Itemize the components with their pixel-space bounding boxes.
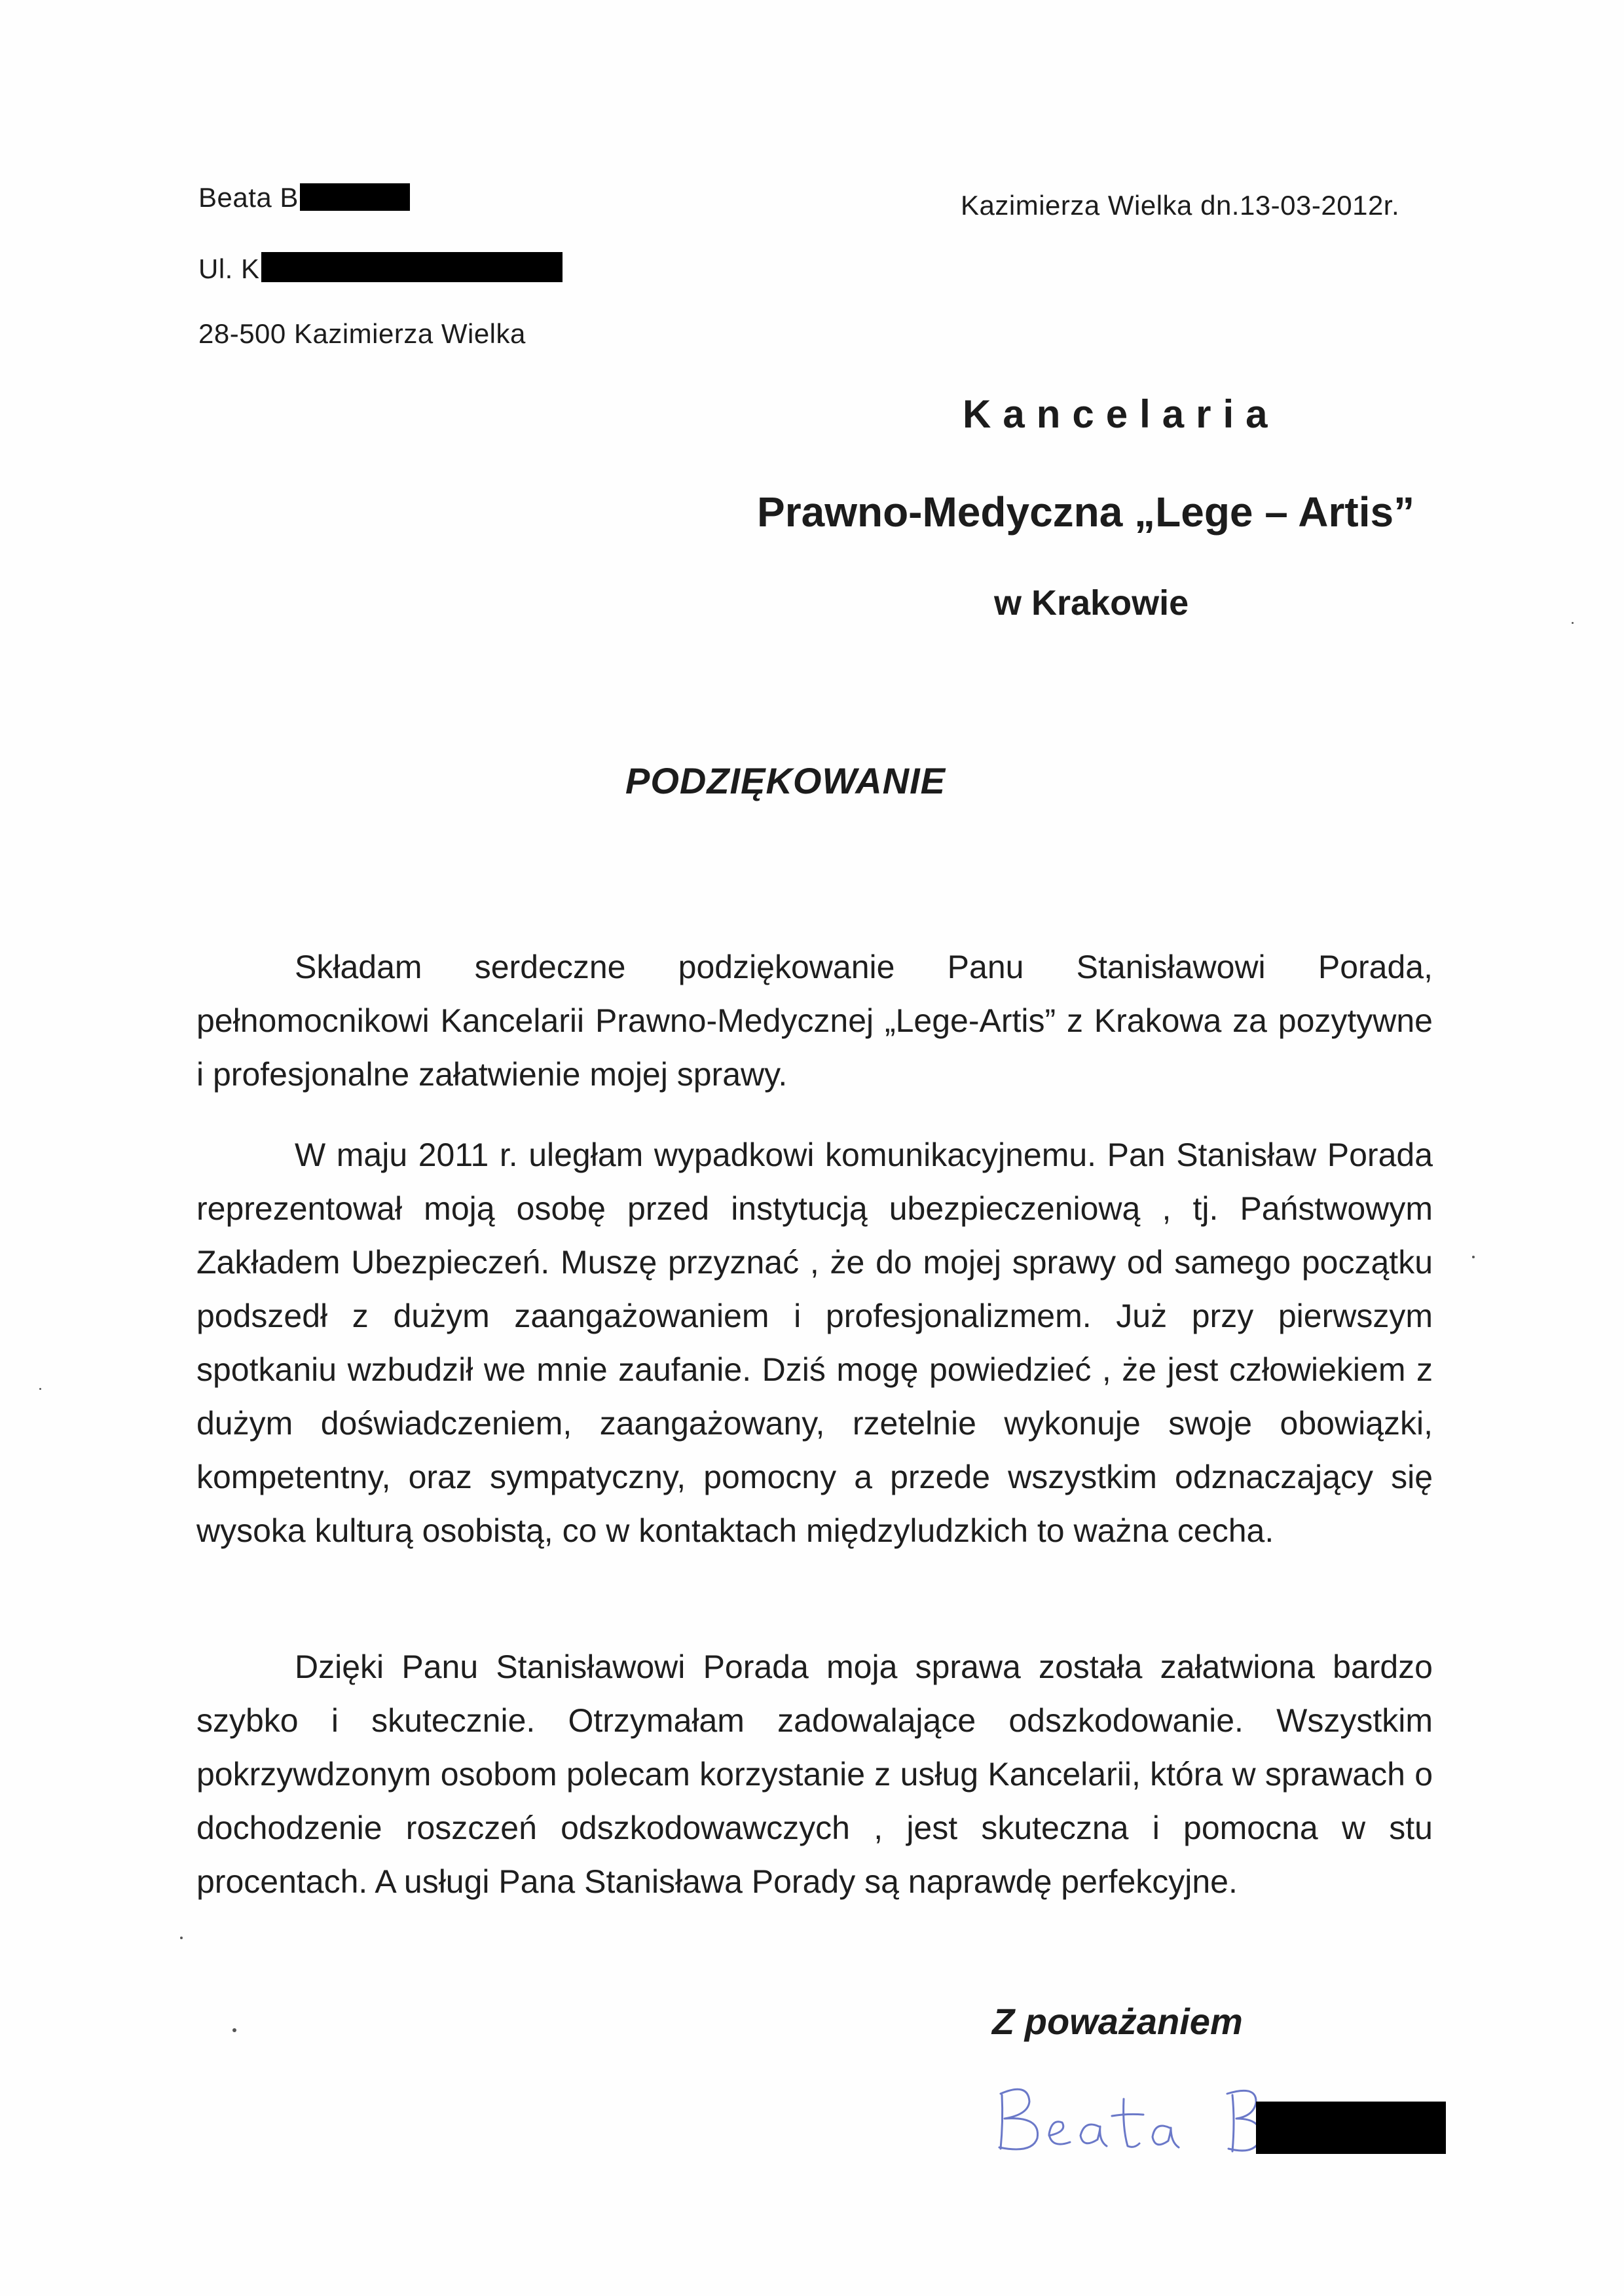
- sender-name-text: Beata B: [198, 182, 299, 213]
- sender-street: [198, 252, 563, 285]
- recipient-line-1: Kancelaria: [963, 392, 1280, 436]
- redaction-bar: [261, 252, 563, 282]
- closing-text: Z poważaniem: [992, 2001, 1243, 2042]
- scan-speck: [232, 2028, 236, 2032]
- paragraph-2: W maju 2011 r. uległam wypadkowi komunikacyjnemu. Pan Stanisław Porada reprezentował moją osobę przed instytucją ubezpieczeniową , tj. Państwowym Zakładem Ubezpieczeń. Muszę przyznać , że do mojej sprawy od samego początku podszedł z dużym zaangażowaniem i profesjonalizmem. Już przy pierwszym spotkaniu wzbudził we mnie zaufanie. Dziś mogę powiedzieć , że jest człowiekiem z dużym doświadczeniem, zaangażowany, rzetelnie wykonuje swoje obowiązki, kompetentny, oraz sympatyczny, pomocny a przede wszystkim odznaczający się wysoka kulturą osobistą, co w kontaktach międzyludzkich to ważna cecha.: [196, 1137, 1433, 1549]
- sender-street-text: Ul. K: [198, 253, 260, 284]
- recipient-line-3: w Krakowie: [994, 583, 1189, 623]
- sender-postal-city: 28-500 Kazimierza Wielka: [198, 318, 526, 349]
- recipient-line-2: Prawno-Medyczna „Lege – Artis”: [757, 488, 1415, 536]
- scan-speck: [180, 1937, 183, 1939]
- sender-name: [198, 182, 410, 213]
- document-title: PODZIĘKOWANIE: [625, 760, 946, 801]
- handwritten-signature: [989, 2075, 1447, 2160]
- scan-speck: [39, 1388, 41, 1390]
- signature-image: [989, 2075, 1447, 2160]
- date-line: Kazimierza Wielka dn.13-03-2012r.: [961, 190, 1400, 221]
- paragraph-1: Składam serdeczne podziękowanie Panu Stanisławowi Porada, pełnomocnikowi Kancelarii Prawno-Medycznej „Lege-Artis” z Krakowa za pozytywne i profesjonalne załatwienie mojej sprawy.: [196, 949, 1433, 1093]
- paragraph-3: Dzięki Panu Stanisławowi Porada moja sprawa została załatwiona bardzo szybko i skutecznie. Otrzymałam zadowalające odszkodowanie. Wszystkim pokrzywdzonym osobom polecam korzystanie z usług Kancelarii, która w sprawach o dochodzenie roszczeń odszkodowawczych , jest skuteczna i pomocna w stu procentach. A usługi Pana Stanisława Porady są naprawdę perfekcyjne.: [196, 1649, 1433, 1900]
- scan-speck: [1572, 622, 1574, 624]
- signature-redaction: [1256, 2102, 1446, 2154]
- scan-speck: [1472, 1256, 1475, 1258]
- redaction-bar: [300, 183, 410, 211]
